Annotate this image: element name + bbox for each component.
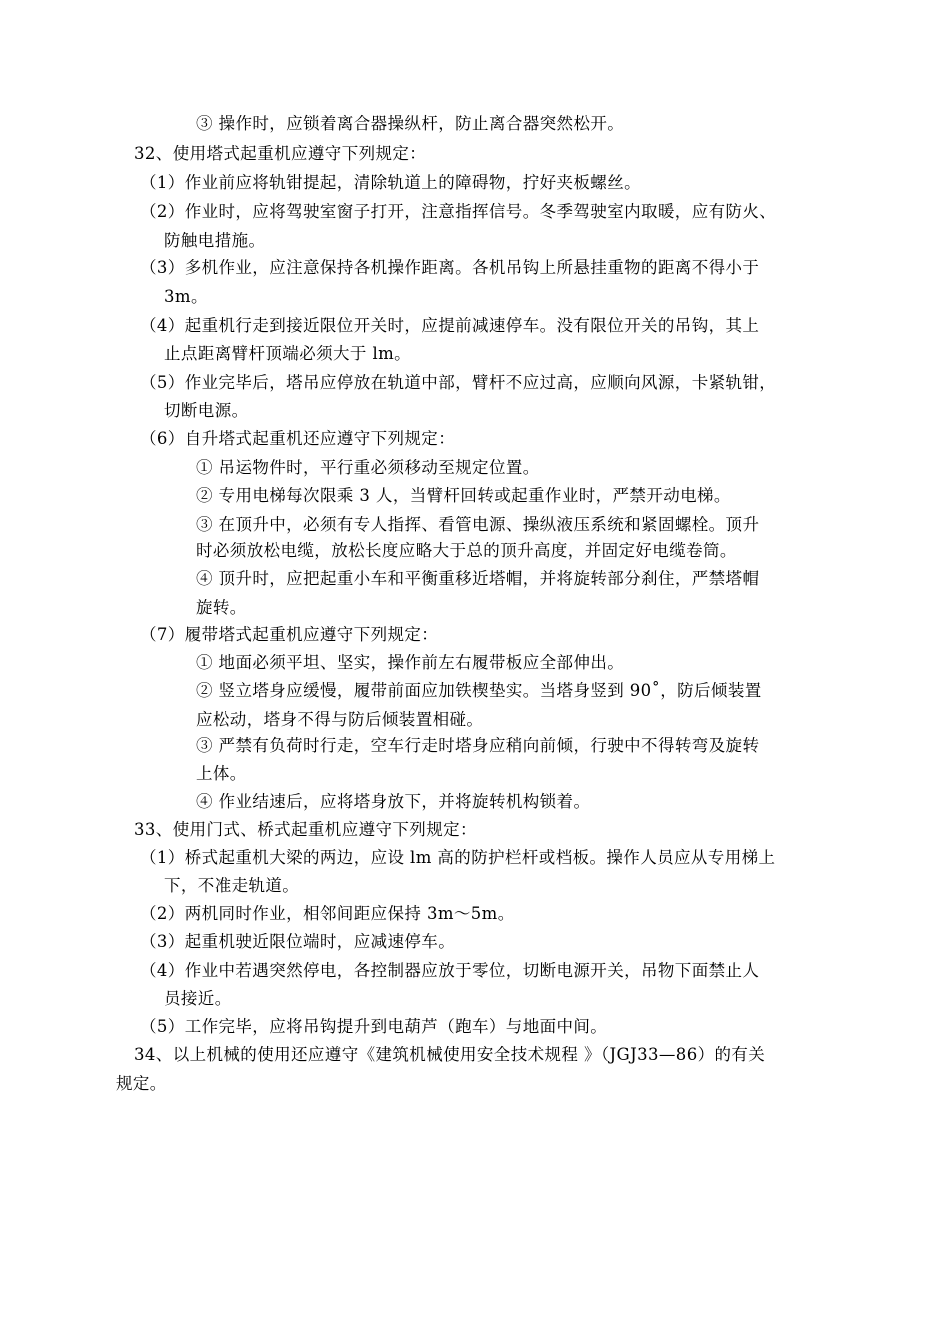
text-line: （5）工作完毕，应将吊钩提升到电葫芦（跑车）与地面中间。 xyxy=(140,1017,608,1036)
text-line: 员接近。 xyxy=(164,989,232,1008)
text-line: ③ 操作时，应锁着离合器操纵杆，防止离合器突然松开。 xyxy=(196,114,625,133)
text-line: （1）作业前应将轨钳提起，清除轨道上的障碍物，拧好夹板螺丝。 xyxy=(140,173,641,192)
text-line: ① 吊运物件时，平行重必须移动至规定位置。 xyxy=(196,458,540,477)
text-line: （6）自升塔式起重机还应遵守下列规定： xyxy=(140,429,456,448)
text-line: 防触电措施。 xyxy=(164,231,266,250)
text-line: （3）多机作业，应注意保持各机操作距离。各机吊钩上所悬挂重物的距离不得小于 xyxy=(140,258,760,277)
text-line: 上体。 xyxy=(196,764,247,783)
text-line: ② 专用电梯每次限乘 3 人，当臂杆回转或起重作业时，严禁开动电梯。 xyxy=(196,486,731,505)
text-line: 旋转。 xyxy=(196,598,247,617)
text-line: 切断电源。 xyxy=(164,401,249,420)
text-line: ④ 作业结速后，应将塔身放下，并将旋转机构锁着。 xyxy=(196,792,591,811)
text-line: （1）桥式起重机大梁的两边，应设 lm 高的防护栏杆或档板。操作人员应从专用梯上 xyxy=(140,848,776,867)
text-line: （5）作业完毕后，塔吊应停放在轨道中部，臂杆不应过高，应顺向风源，卡紧轨钳， xyxy=(140,373,777,392)
section-heading: 32、使用塔式起重机应遵守下列规定： xyxy=(134,144,427,163)
text-line: （7）履带塔式起重机应遵守下列规定： xyxy=(140,625,439,644)
text-line: ① 地面必须平坦、坚实，操作前左右履带板应全部伸出。 xyxy=(196,653,625,672)
text-line: ④ 顶升时，应把起重小车和平衡重移近塔帽，并将旋转部分刹住，严禁塔帽 xyxy=(196,569,760,588)
text-line: 3m。 xyxy=(164,287,208,306)
text-line: 时必须放松电缆，放松长度应略大于总的顶升高度，并固定好电缆卷筒。 xyxy=(196,541,737,560)
text-line: ③ 在顶升中，必须有专人指挥、看管电源、操纵液压系统和紧固螺栓。顶升 xyxy=(196,515,760,534)
text-line: 应松动，塔身不得与防后倾装置相碰。 xyxy=(196,710,484,729)
text-line: ③ 严禁有负荷时行走，空车行走时塔身应稍向前倾，行驶中不得转弯及旋转 xyxy=(196,736,760,755)
text-line: （4）作业中若遇突然停电，各控制器应放于零位，切断电源开关，吊物下面禁止人 xyxy=(140,961,760,980)
text-line: 下，不准走轨道。 xyxy=(164,876,300,895)
section-heading: 34、以上机械的使用还应遵守《建筑机械使用安全技术规程 》（JGJ33—86）的有关 xyxy=(134,1045,766,1064)
text-line: ② 竖立塔身应缓慢，履带前面应加铁楔垫实。当塔身竖到 90˚，防后倾装置 xyxy=(196,681,762,700)
text-line: （3）起重机驶近限位端时，应减速停车。 xyxy=(140,932,456,951)
text-line: （2）两机同时作业，相邻间距应保持 3m～5m。 xyxy=(140,904,515,923)
text-line: 规定。 xyxy=(116,1074,167,1093)
text-line: 止点距离臂杆顶端必须大于 lm。 xyxy=(164,344,412,363)
text-line: （4）起重机行走到接近限位开关时，应提前减速停车。没有限位开关的吊钩，其上 xyxy=(140,316,760,335)
text-line: （2）作业时，应将驾驶室窗子打开，注意指挥信号。冬季驾驶室内取暖，应有防火、 xyxy=(140,202,777,221)
section-heading: 33、使用门式、桥式起重机应遵守下列规定： xyxy=(134,820,477,839)
